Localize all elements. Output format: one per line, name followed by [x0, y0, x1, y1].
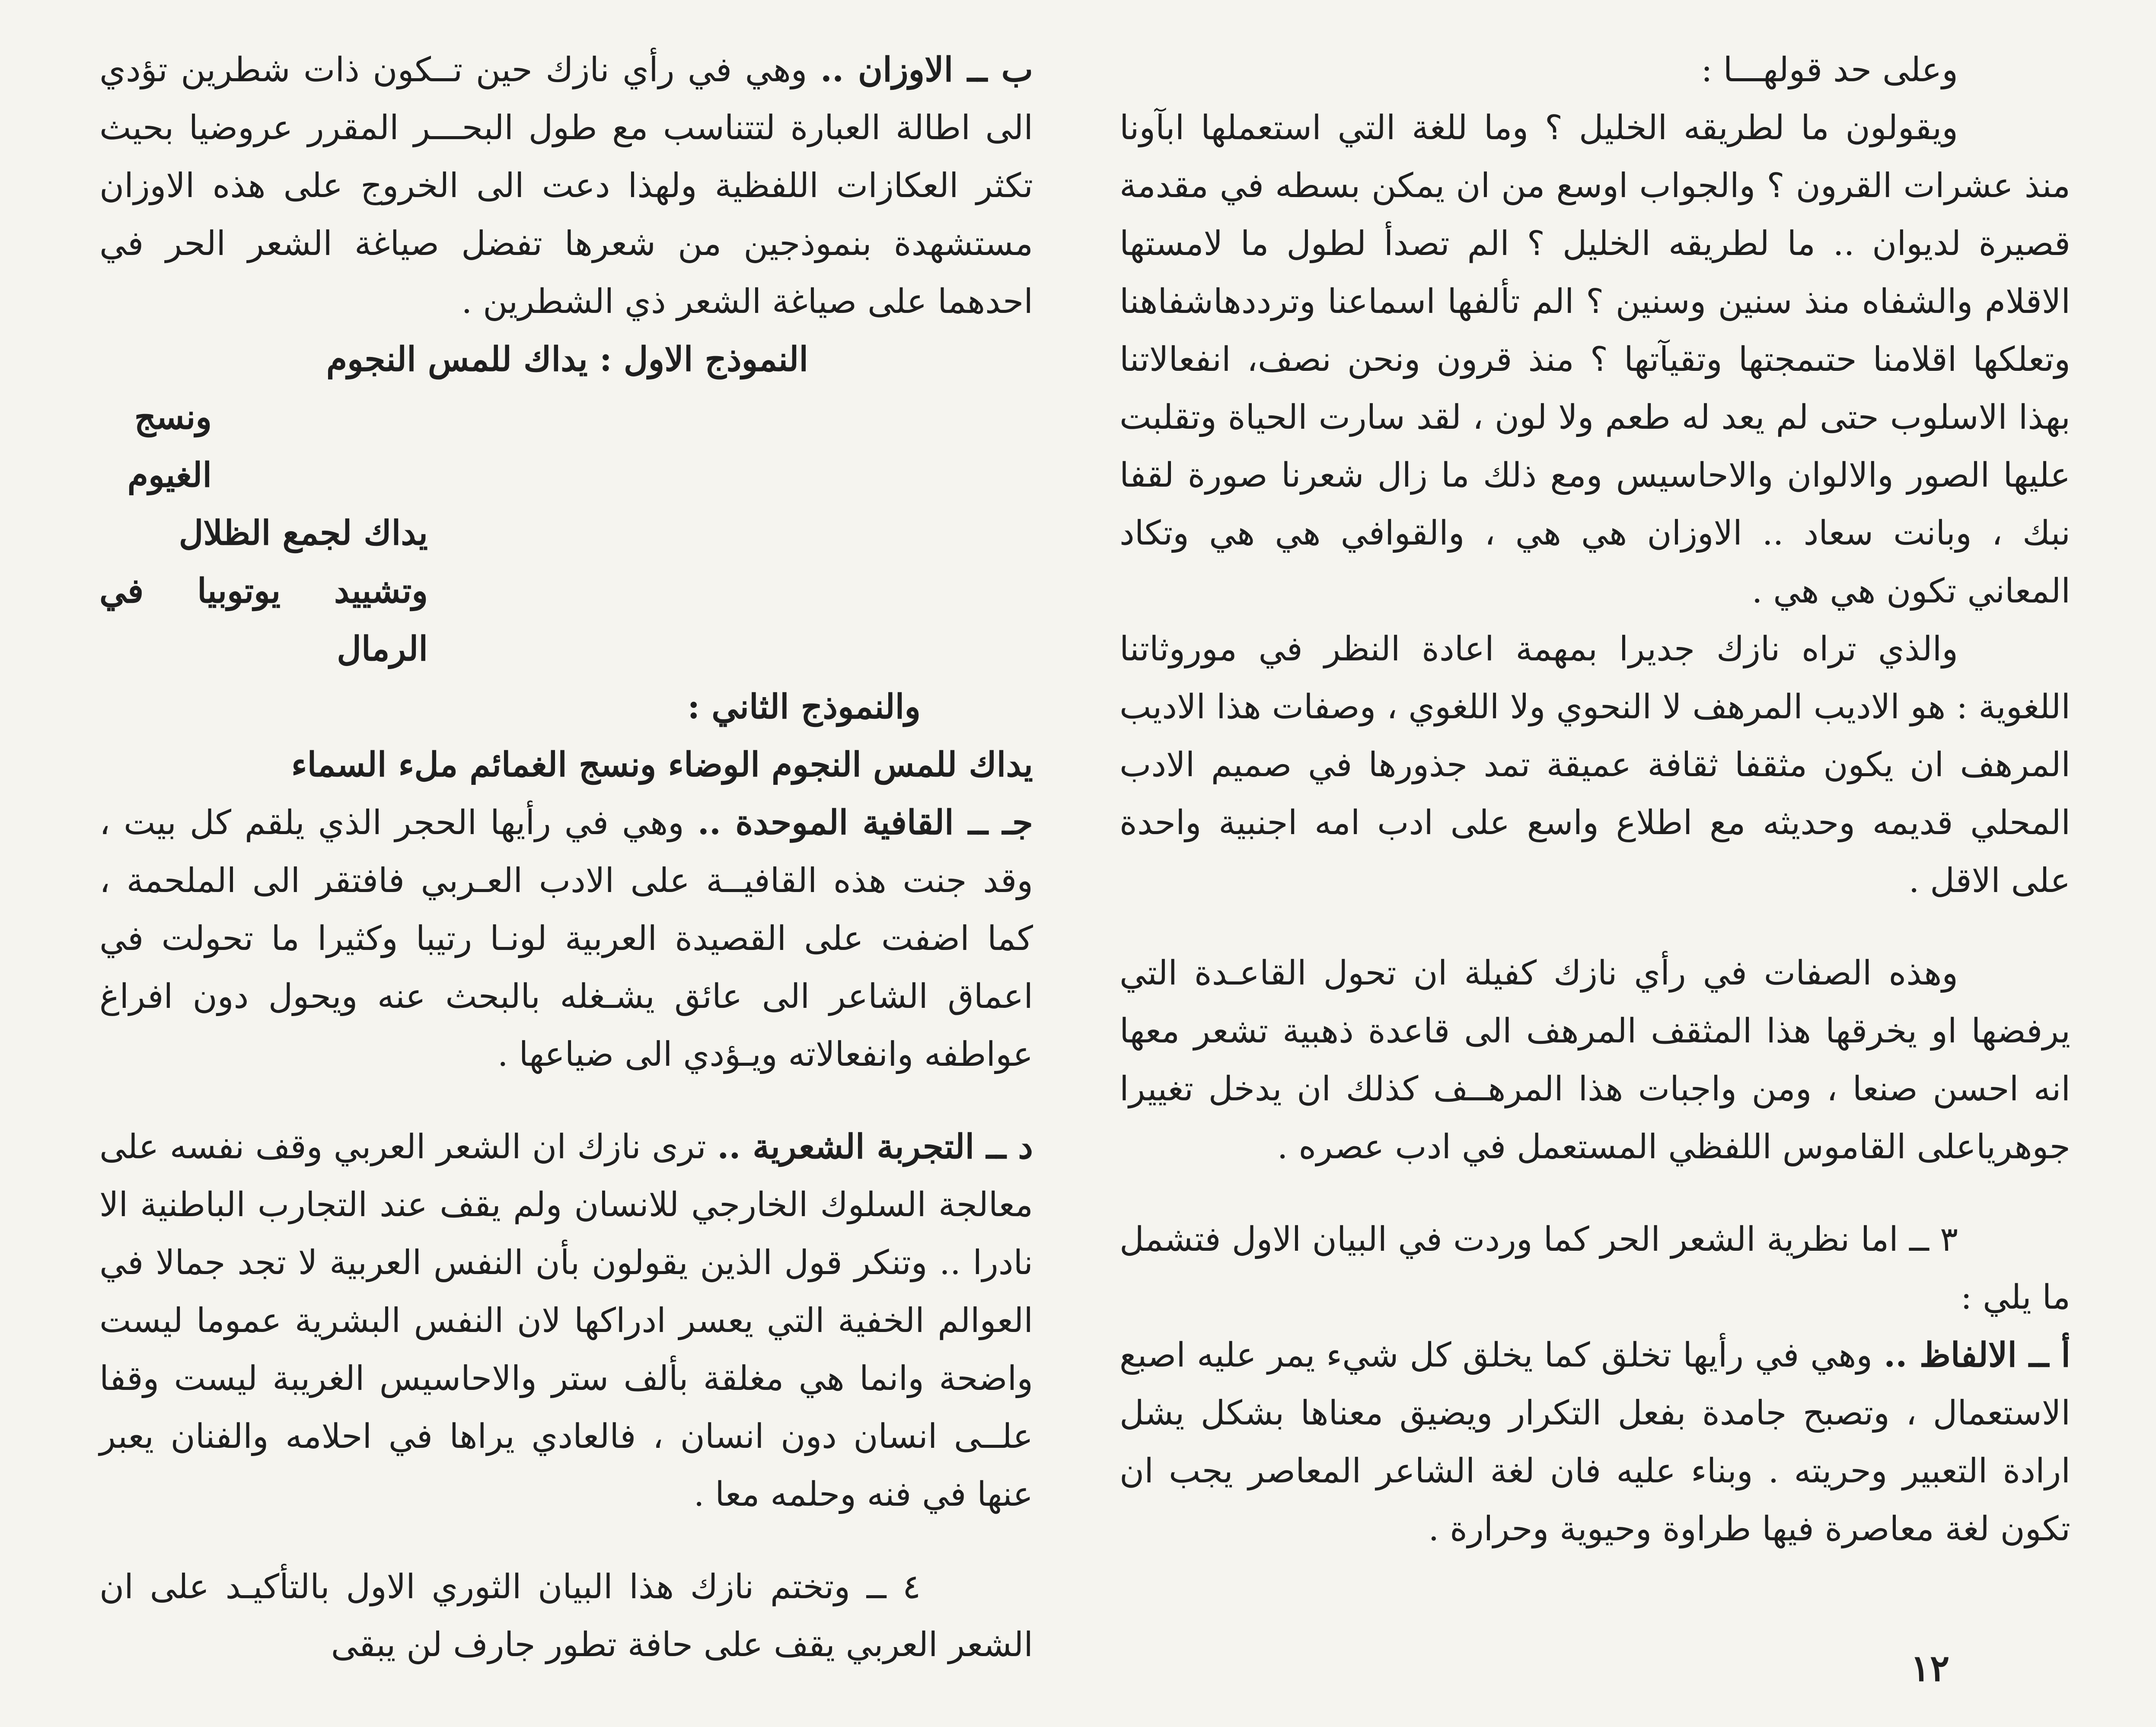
point-d-text: ترى نازك ان الشعر العربي وقف نفسه على معالجة السلوك الخارجي للانسان ولم يقف عند التجارب الباطنية الا نادرا .. وتنكر قول الذين يقولون بأن النفس العربية لا تجد جمالا في العوالم الخفية التي يعسر ادراكها لان النفس البشرية عموما ليست واضحة وانما هي مغلقة بألف ستر والاحاسيس الغريبة ليست وقفا علــى انسان دون انسان ، فالعادي يراها في احلامه والفنان يعبر عنها في فنه وحلمه معا . [99, 1128, 1033, 1514]
point-d-label: د ــ التجربة الشعرية .. [717, 1127, 1033, 1166]
verse-line: ونسج الغيوم [127, 398, 212, 495]
paragraph-qualities: وهذه الصفات في رأي نازك كفيلة ان تحول القاعـدة التي يرفضها او يخرقها هذا المثقف المرهف الى قاعدة ذهبية تشعر معها انه احسن صنعا ، ومن واجبات هذا المرهــف كذلك ان يدخل تغييرا جوهرياعلى القاموس اللفظي المستعمل في ادب عصره . [1119, 954, 2070, 1166]
verse-line: يداك لجمع الظلال [179, 513, 428, 553]
point-d [99, 1118, 1033, 1523]
intro-line: وعلى حد قولهـــا : [1701, 51, 1958, 89]
paragraph-theory: ٣ ــ اما نظرية الشعر الحر كما وردت في البيان الاول فتشمل ما يلي : [1119, 1220, 2070, 1317]
point-b-text: وهي في رأي نازك حين تــكون ذات شطرين تؤدي الى اطالة العبارة لتتناسب مع طول البحـــر المقرر عروضيا بحيث تكثر العكازات اللفظية ولهذا دعت الى الخروج على هذه الاوزان مستشهدة بنموذجين من شعرها تفضل صياغة الشعر الحر في احدهما على صياغة الشعر ذي الشطرين . [99, 51, 1033, 321]
model-one-first-line [99, 331, 1033, 389]
model-one [99, 331, 1033, 678]
left-page-column [99, 41, 1033, 1674]
point-a-text: وهي في رأيها تخلق كما يخلق كل شيء يمر عليه اصبع الاستعمال ، وتصبح جامدة بفعل التكرار ويضيق معناها بشكل يشل ارادة التعبير وحريته . وبناء عليه فان لغة الشاعر المعاصر يجب ان تكون لغة معاصرة فيها طراوة وحيوية وحرارة . [1119, 1336, 2070, 1549]
point-a-label: أ ــ الالفاظ .. [1884, 1335, 2071, 1375]
point-b [99, 41, 1033, 331]
right-page-column [1119, 41, 2070, 1558]
model-one-label: النموذج الاول : [599, 340, 808, 379]
verse-line: وتشييد يوتوبيا في الرمال [99, 571, 428, 669]
point-c-text: وهي في رأيها الحجر الذي يلقم كل بيت ، وقد جنت هذه القافيــة على الادب العـربي فافتقر الى الملحمة ، كما اضفت على القصيدة العربية لونـا رتيبا وكثيرا ما تحولت في اعماق الشاعر الى عائق يشـغله بالبحث عنه ويحول دون افراغ عواطفه وانفعالاته ويـؤدي الى ضياعها . [99, 803, 1033, 1074]
model-two-label: والنموذج الثاني : [687, 687, 921, 726]
model-two-verse: يداك للمس النجوم الوضاء ونسج الغمائم ملء السماء [291, 745, 1033, 784]
paragraph-quote: ويقولون ما لطريقه الخليل ؟ وما للغة التي استعملها ابآونا منذ عشرات القرون ؟ والجواب اوسع من ان يمكن بسطه في مقدمة قصيرة لديوان .. ما لطريقه الخليل ؟ الم تصدأ لطول ما لامستها الاقلام والشفاه منذ سنين وسنين ؟ الم تألفها اسماعنا وترددهاشفاهنا وتعلكها اقلامنا حتىمجتها وتقيآتها ؟ منذ قرون ونحن نصف، انفعالاتنا بهذا الاسلوب حتى لم يعد له طعم ولا لون ، لقد سارت الحياة وتقلبت عليها الصور والالوان والاحاسيس ومع ذلك ما زال شعرنا صورة لقفا نبك ، وبانت سعاد .. الاوزان هي هي ، والقوافي هي هي وتكاد المعاني تكون هي هي . [1119, 108, 2070, 611]
closing-paragraph: ٤ ــ وتختم نازك هذا البيان الثوري الاول بالتأكيـد على ان الشعر العربي يقف على حافة تطور جارف لن يبقى [99, 1568, 1033, 1664]
point-a [1119, 1326, 2070, 1558]
paragraph-critic: والذي تراه نازك جديرا بمهمة اعادة النظر في موروثاتنا اللغوية : هو الاديب المرهف لا النحوي ولا اللغوي ، وصفات هذا الاديب المرهف ان يكون مثقفا ثقافة عميقة تمد جذورها في صميم الادب المحلي قديمه وحديثه مع اطلاع واسع على ادب امه اجنبية واحدة على الاقل . [1119, 630, 2070, 900]
point-c-label: جـ ــ القافية الموحدة .. [697, 803, 1033, 842]
verse-line: يداك للمس النجوم [326, 340, 588, 379]
page-number: ١٢ [1910, 1647, 1950, 1689]
point-b-label: ب ــ الاوزان .. [820, 50, 1033, 89]
point-c [99, 794, 1033, 1083]
